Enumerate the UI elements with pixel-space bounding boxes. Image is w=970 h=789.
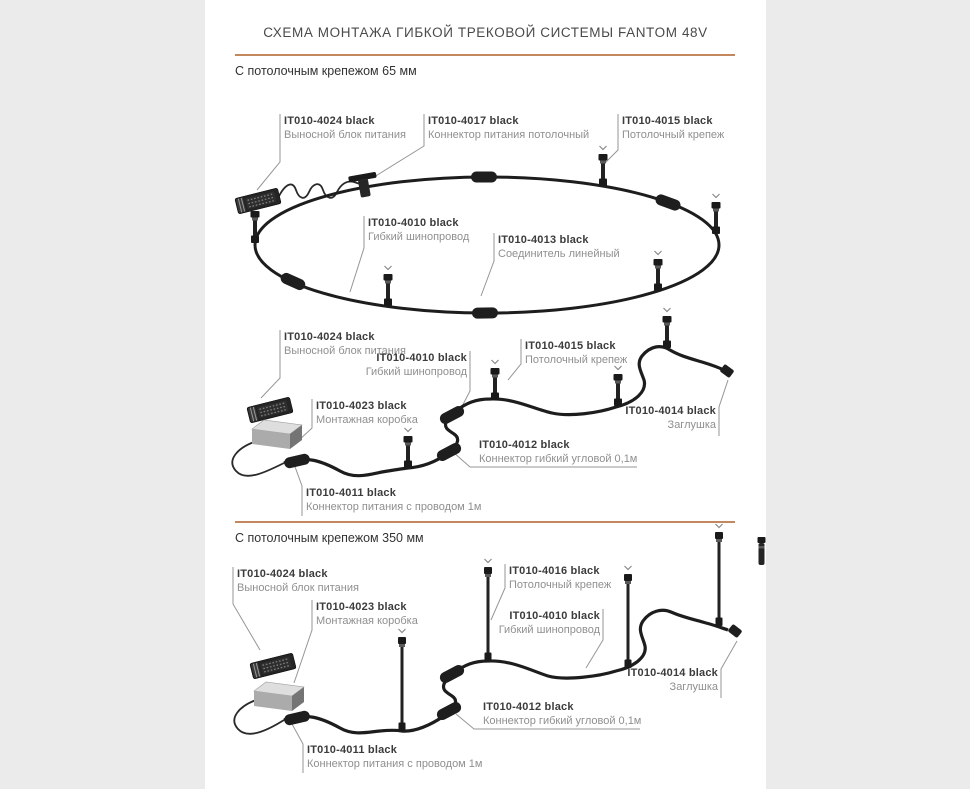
label-endcap: IT010-4014 black Заглушка — [625, 405, 716, 431]
ceiling-mount-350-icon — [715, 524, 723, 626]
corner-connector-icon — [435, 700, 463, 722]
ceiling-mount-350-icon — [484, 559, 492, 661]
leader-line — [292, 724, 303, 773]
mounting-box-icon — [252, 420, 302, 449]
label-ceiling-mount-65: IT010-4015 black Потолочный крепеж — [622, 115, 725, 141]
section-heading-65mm: С потолочным крепежом 65 мм — [235, 64, 417, 78]
corner-connector-icon — [438, 404, 466, 426]
linear-connector-icon — [654, 193, 682, 212]
ceiling-mount-65-icon — [599, 146, 608, 186]
label-ceiling-mount-350: IT010-4016 black Потолочный крепеж — [509, 565, 612, 591]
leader-line — [257, 114, 280, 190]
section-heading-350mm: С потолочным крепежом 350 мм — [235, 531, 424, 545]
mounting-box-icon — [254, 682, 304, 711]
label-flexible-track: IT010-4010 black Гибкий шинопровод — [365, 352, 467, 378]
linear-connector-icon — [472, 307, 498, 318]
leader-line — [294, 464, 302, 516]
label-ceiling-mount-65: IT010-4015 black Потолочный крепеж — [525, 340, 628, 366]
leader-line — [350, 216, 364, 292]
ceiling-mount-65-icon — [491, 360, 500, 400]
label-flexible-track: IT010-4010 black Гибкий шинопровод — [498, 610, 600, 636]
label-corner-connector: IT010-4012 black Коннектор гибкий угловой 0,1м — [479, 439, 638, 465]
cord-power-connector-icon — [283, 710, 311, 727]
label-endcap: IT010-4014 black Заглушка — [627, 667, 718, 693]
leader-line — [481, 233, 494, 296]
ceiling-mount-350-icon — [398, 629, 406, 731]
ceiling-mount-350-icon — [624, 566, 632, 668]
page-title: СХЕМА МОНТАЖА ГИБКОЙ ТРЕКОВОЙ СИСТЕМЫ FANTOM 48V — [263, 25, 708, 40]
label-ceiling-power-connector: IT010-4017 black Коннектор питания потолочный — [428, 115, 590, 141]
label-mounting-box: IT010-4023 black Монтажная коробка — [316, 400, 418, 426]
flexible-track-loop — [255, 177, 719, 313]
power-supply-icon — [247, 397, 294, 423]
label-power-supply: IT010-4024 black Выносной блок питания — [284, 331, 406, 357]
label-power-supply: IT010-4024 black Выносной блок питания — [284, 115, 406, 141]
leader-line — [261, 330, 280, 398]
label-cord-power-connector: IT010-4011 black Коннектор питания с проводом 1м — [307, 744, 483, 770]
label-power-supply: IT010-4024 black Выносной блок питания — [237, 568, 359, 594]
ceiling-mount-65-icon — [614, 366, 623, 406]
corner-connector-icon — [435, 441, 463, 463]
leader-line — [719, 380, 728, 436]
detached-mount-icon — [758, 537, 766, 565]
endcap-icon — [720, 364, 735, 378]
power-supply-icon — [250, 653, 297, 679]
ceiling-mount-65-icon — [384, 266, 393, 306]
label-flexible-track: IT010-4010 black Гибкий шинопровод — [368, 217, 470, 243]
ceiling-mount-65-icon — [712, 194, 721, 234]
diagram-wave-350mm — [233, 524, 766, 773]
diagram-loop-65mm — [235, 114, 721, 319]
endcap-icon — [728, 624, 743, 638]
ceiling-mount-65-icon — [404, 428, 413, 468]
corner-connector-icon — [438, 663, 466, 685]
label-cord-power-connector: IT010-4011 black Коннектор питания с проводом 1м — [306, 487, 482, 513]
leader-line — [721, 641, 737, 698]
power-supply-icon — [235, 188, 282, 214]
linear-connector-icon — [279, 271, 307, 292]
linear-connector-icon — [471, 172, 497, 183]
leader-line — [508, 339, 521, 380]
label-mounting-box: IT010-4023 black Монтажная коробка — [316, 601, 418, 627]
cord-power-connector-icon — [283, 453, 311, 470]
leader-line — [294, 600, 312, 683]
ceiling-mount-65-icon — [654, 251, 663, 291]
label-linear-connector: IT010-4013 black Соединитель линейный — [498, 234, 620, 260]
ceiling-mount-65-icon — [663, 308, 672, 348]
label-corner-connector: IT010-4012 black Коннектор гибкий угловой 0,1м — [483, 701, 642, 727]
